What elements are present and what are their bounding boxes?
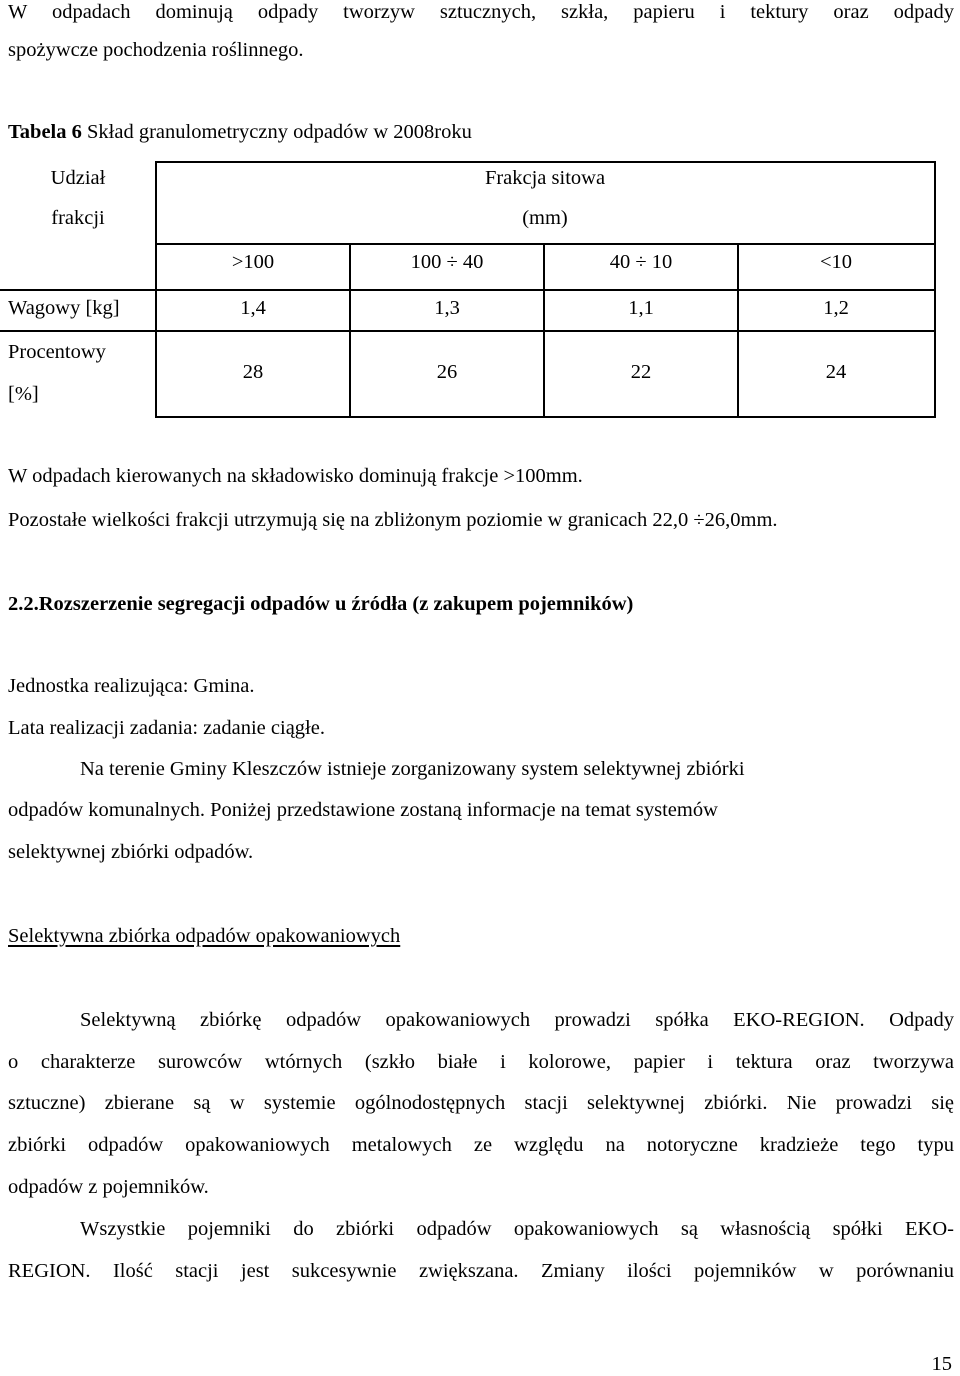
- after-table-line-2: Pozostałe wielkości frakcji utrzymują się na zbliżonym poziomie w granicach 22,0 ÷26,0mm.: [8, 509, 778, 531]
- row-label-wagowy: Wagowy [kg]: [8, 297, 120, 319]
- table-border: [934, 161, 936, 418]
- header-left-1: Udział: [50, 167, 106, 189]
- row-label-procentowy-unit: [%]: [8, 383, 39, 405]
- table-cell: 1,2: [823, 297, 849, 319]
- table-border: [0, 289, 936, 291]
- table-cell: 24: [825, 361, 847, 383]
- subsection-p2-line-1: Wszystkie pojemniki do zbiórki odpadów opakowaniowych są własnością spółki EKO-: [80, 1218, 954, 1240]
- section-years: Lata realizacji zadania: zadanie ciągłe.: [8, 717, 325, 739]
- table-caption: [8, 120, 954, 144]
- header-main-1: Frakcja sitowa: [484, 167, 606, 189]
- header-main-2: (mm): [522, 207, 568, 229]
- intro-line-2: spożywcze pochodzenia roślinnego.: [8, 39, 304, 61]
- section-para-line-2: odpadów komunalnych. Poniżej przedstawione zostaną informacje na temat systemów: [8, 799, 718, 821]
- table-border: [737, 245, 739, 418]
- subsection-p1-line-2: o charakterze surowców wtórnych (szkło białe i kolorowe, papier i tektura oraz tworzywa: [8, 1051, 954, 1073]
- table-border: [349, 245, 351, 418]
- table-border: [0, 330, 936, 332]
- subsection-p1-line-4: zbiórki odpadów opakowaniowych metalowych ze względu na notoryczne kradzieże tego typu: [8, 1134, 954, 1156]
- subsection-p1-line-3: sztuczne) zbierane są w systemie ogólnodostępnych stacji selektywnej zbiórki. Nie prowadzi się: [8, 1092, 954, 1114]
- column-header: 40 ÷ 10: [609, 251, 673, 273]
- column-header: 100 ÷ 40: [410, 251, 484, 273]
- page-number: 15: [931, 1353, 952, 1375]
- subsection-p2-line-2: REGION. Ilość stacji jest sukcesywnie zwiększana. Zmiany ilości pojemników w porównaniu: [8, 1260, 954, 1282]
- section-para-line-3: selektywnej zbiórki odpadów.: [8, 841, 254, 863]
- column-header: >100: [231, 251, 275, 273]
- table-cell: 1,3: [434, 297, 460, 319]
- table-cell: 26: [436, 361, 458, 383]
- row-label-procentowy: Procentowy: [8, 341, 106, 363]
- table-border: [156, 416, 936, 418]
- table-border: [156, 243, 936, 245]
- table-cell: 1,4: [240, 297, 266, 319]
- subsection-p1-line-1: Selektywną zbiórkę odpadów opakowaniowych prowadzi spółka EKO-REGION. Odpady: [80, 1009, 954, 1031]
- table-border: [543, 245, 545, 418]
- table-border: [156, 161, 936, 163]
- table-caption-text: Skład granulometryczny odpadów w 2008roku: [81, 121, 472, 143]
- column-header: <10: [819, 251, 853, 273]
- table-cell: 1,1: [628, 297, 654, 319]
- subsection-heading: Selektywna zbiórka odpadów opakowaniowych: [8, 925, 401, 947]
- after-table-line-1: W odpadach kierowanych na składowisko dominują frakcje >100mm.: [8, 465, 583, 487]
- subsection-p1-line-5: odpadów z pojemników.: [8, 1176, 209, 1198]
- table-border: [155, 161, 157, 418]
- table-cell: 28: [242, 361, 264, 383]
- header-left-2: frakcji: [51, 207, 105, 229]
- table-cell: 22: [630, 361, 652, 383]
- intro-line-1: W odpadach dominują odpady tworzyw sztucznych, szkła, papieru i tektury oraz odpady: [8, 1, 954, 23]
- section-unit: Jednostka realizująca: Gmina.: [8, 675, 255, 697]
- section-para-line-1: Na terenie Gminy Kleszczów istnieje zorganizowany system selektywnej zbiórki: [80, 758, 745, 780]
- table-caption-label: Tabela 6: [8, 121, 82, 143]
- section-heading: 2.2.Rozszerzenie segregacji odpadów u źródła (z zakupem pojemników): [8, 593, 634, 615]
